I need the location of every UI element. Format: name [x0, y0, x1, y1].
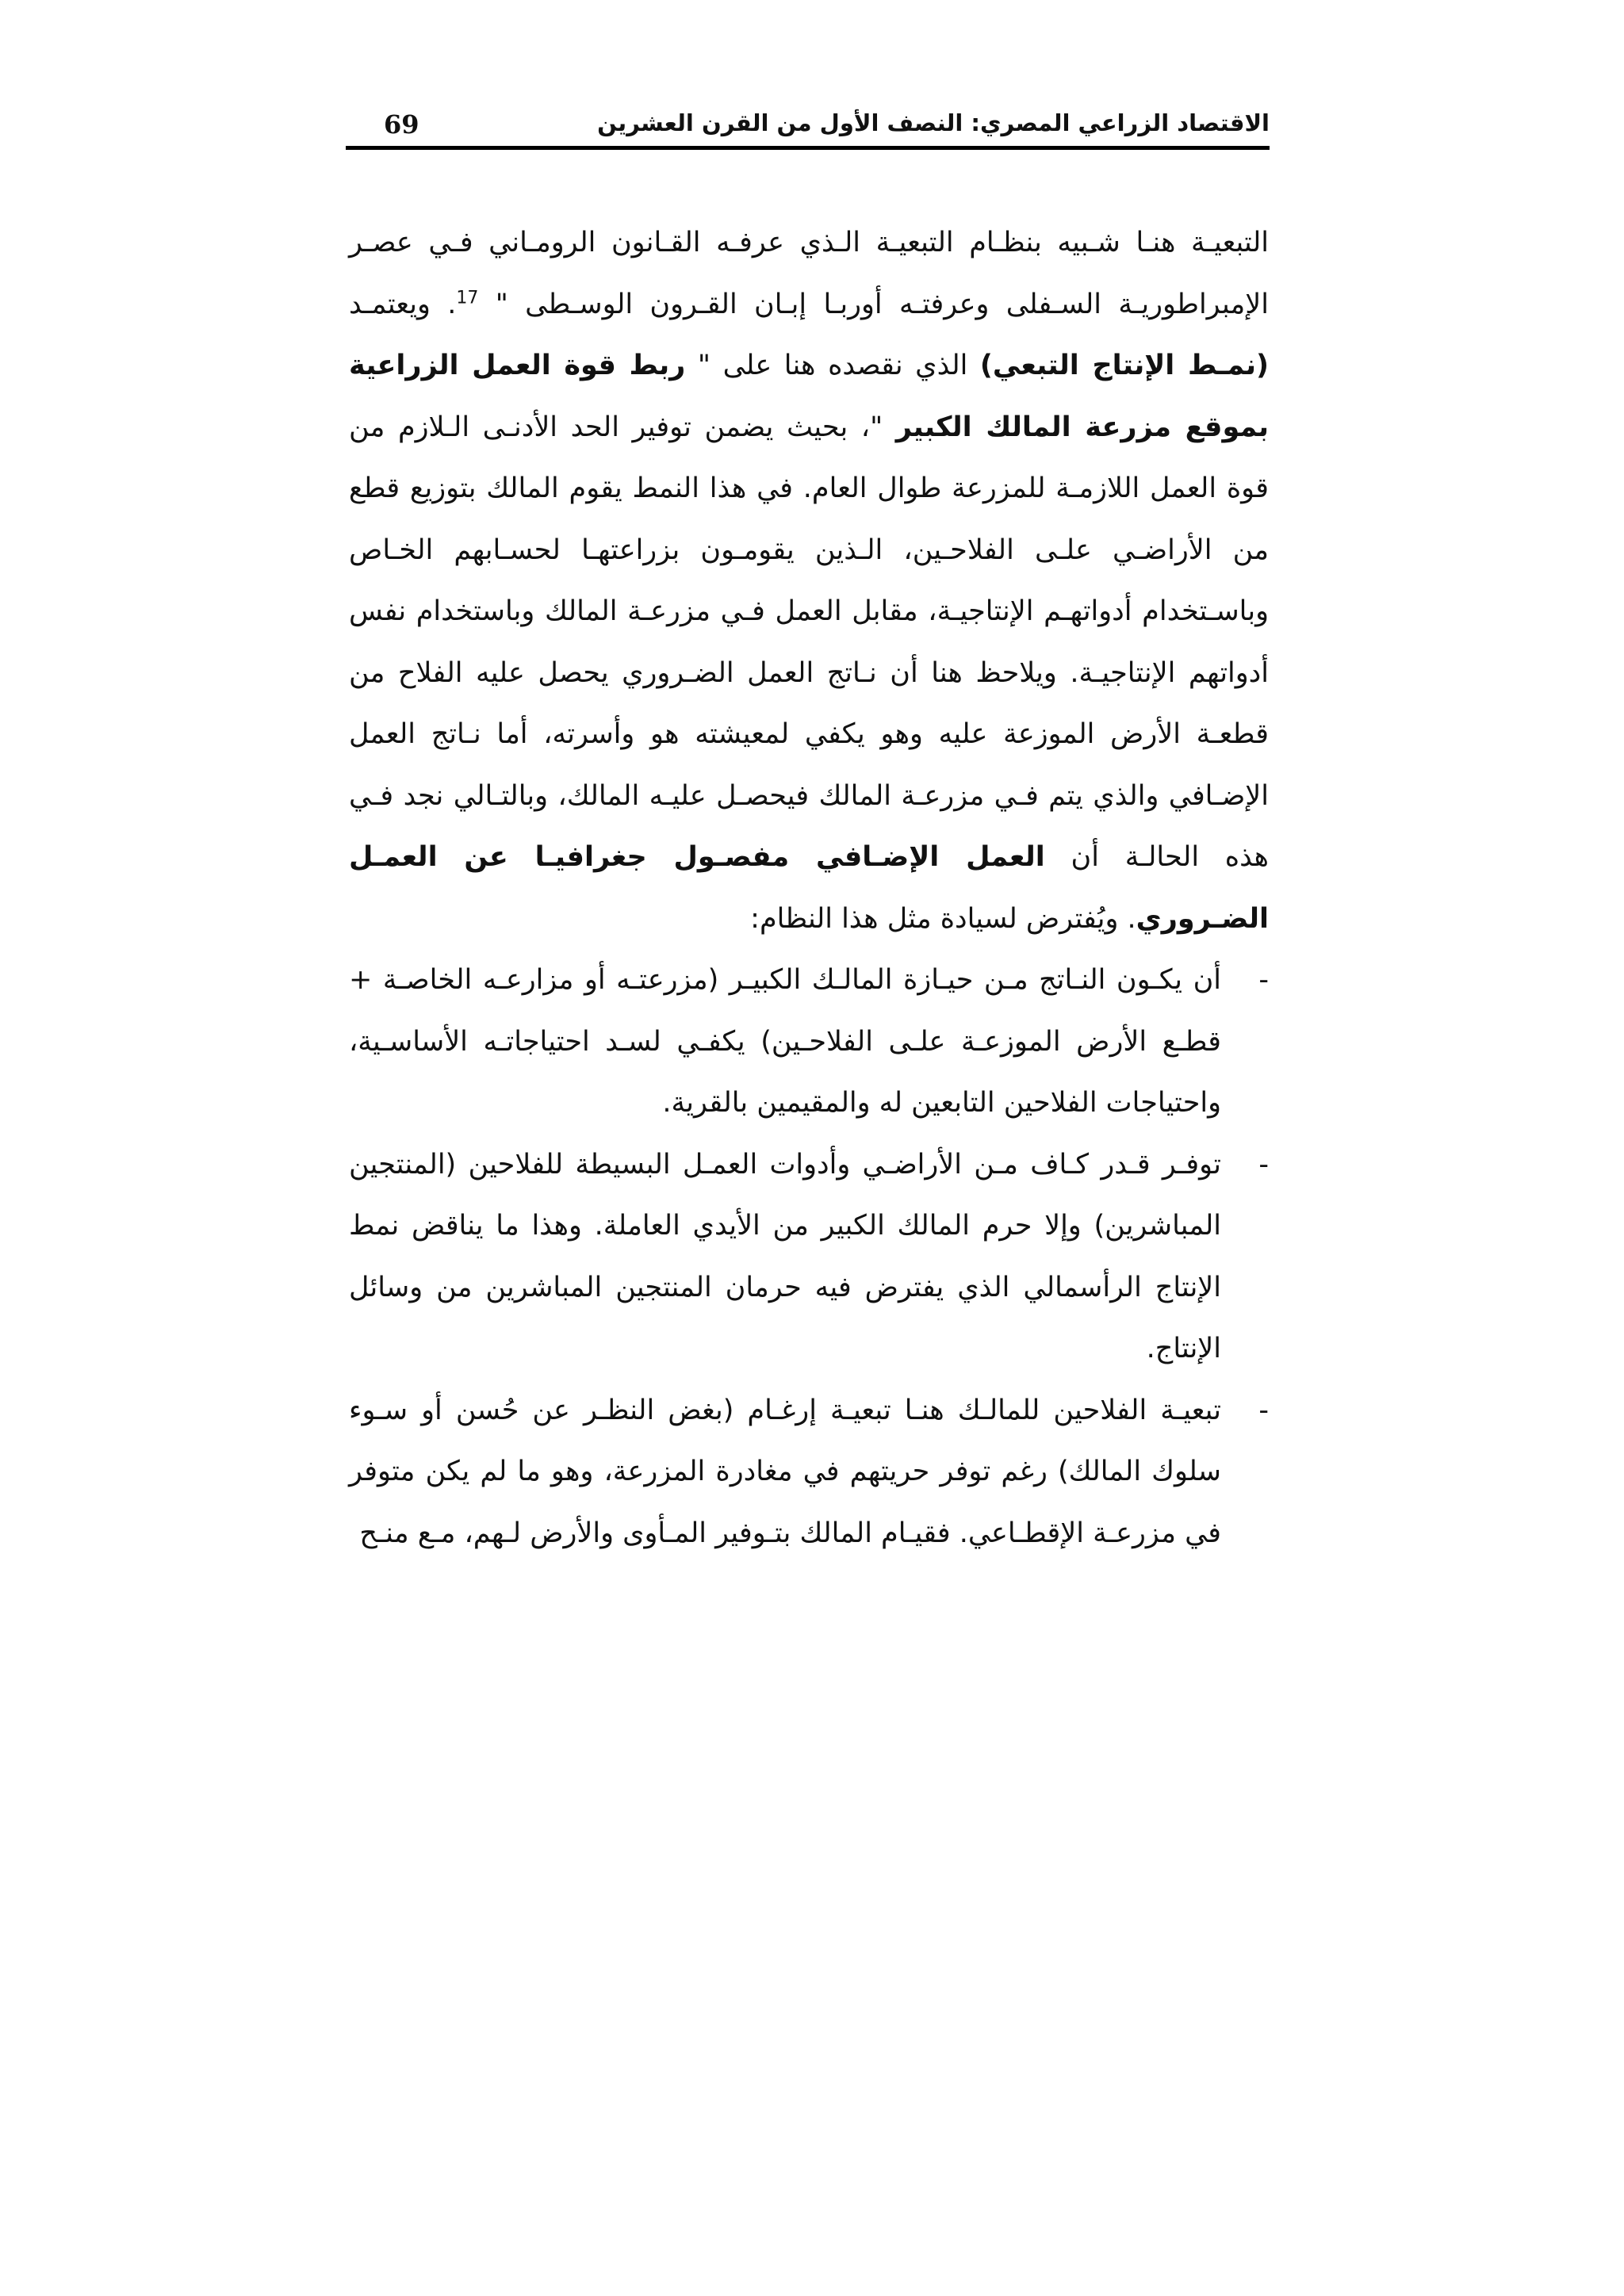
- footnote-reference[interactable]: 17: [456, 287, 479, 308]
- running-title: الاقتصاد الزراعي المصري: النصف الأول من القرن العشرين: [597, 109, 1270, 136]
- bullet-dash: -: [1258, 964, 1269, 996]
- bullet-dash: -: [1258, 1394, 1269, 1426]
- list-item-text: توفـر قـدر كـاف مـن الأراضـي وأدوات العمـل البسيطة للفلاحين (المنتجين المباشرين) وإلا حرم المالك الكبير من الأيدي العاملة. وهذا ما يناقض نمط الإنتاج الرأسمالي الذي يفترض فيه حرمان المنتجين المباشرين من وسائل الإنتاج.: [349, 1148, 1221, 1364]
- body-text: [349, 212, 1269, 1564]
- bold-term-tributary-mode: (نمـط الإنتاج التبعي): [979, 350, 1269, 381]
- running-header: [346, 101, 1270, 146]
- page-number: 69: [384, 109, 419, 140]
- list-item-text: تبعيـة الفلاحين للمالـك هنـا تبعيـة إرغـام (بغض النظـر عن حُسن أو سـوء سلوك المالك) رغم توفر حريتهم في مغادرة المزرعة، وهو ما لم يكن متوفر في مزرعـة الإقطـاعي. فقيـام المالك بتـوفير المـأوى والأرض لـهم، مـع منـح: [349, 1394, 1221, 1549]
- list-item: [349, 1135, 1269, 1380]
- paragraph-text: . ويُفترض لسيادة مثل هذا النظام:: [750, 902, 1136, 935]
- list-item: [349, 1380, 1269, 1565]
- main-paragraph: [349, 212, 1269, 950]
- bullet-dash: -: [1258, 1148, 1269, 1181]
- paragraph-text: . ويعتمـد: [349, 288, 457, 320]
- list-item-text: أن يكـون النـاتج مـن حيـازة المالـك الكبيـر (مزرعتـه أو مزارعـه الخاصـة + قطـع الأرض الموزعـة علـى الفلاحـين) يكفـي لسـد احتياجاتـه الأساسـية، واحتياجات الفلاحين التابعين له والمقيمين بالقرية.: [349, 964, 1221, 1119]
- paragraph-text: الذي نقصده هنا على ": [685, 350, 980, 381]
- bold-conclusion: العمل الإضـافي مفصـول جغرافيـا عن العمـل الضـروري: [349, 841, 1269, 935]
- header-divider: [346, 146, 1270, 150]
- paragraph-text: التبعيـة هنـا شـبيه بنظـام التبعيـة الـذي عرفـه القـانون الرومـاني فـي عصـر الإمبراطوريـة السـفلى وعرفتـه أوربـا إبـان القـرون الوسـطى ": [349, 227, 1269, 320]
- list-item: [349, 950, 1269, 1135]
- paragraph-text: "، بحيث يضمن توفير الحد الأدنـى الـلازم من قوة العمل اللازمـة للمزرعة طوال العام. في هذا النمط يقوم المالك بتوزيع قطع من الأراضـي علـى الفلاحـين، الـذين يقومـون بزراعتهـا لحسـابهم الخـاص وباسـتخدام أدواتهـم الإنتاجيـة، مقابل العمل فـي مزرعـة المالك وباستخدام نفس أدواتهم الإنتاجيـة. ويلاحظ هنا أن نـاتج العمل الضـروري يحصل عليه الفلاح من قطعـة الأرض الموزعة عليه وهو يكفي لمعيشته هو وأسرته، أما نـاتج العمل الإضـافي والذي يتم فـي مزرعـة المالك فيحصـل عليـه المالك، وبالتـالي نجد فـي هذه الحالـة أن: [349, 411, 1269, 873]
- bold-definition: ربط قوة العمل الزراعية بموقع مزرعة المالك الكبير: [349, 350, 1269, 443]
- conditions-list: [349, 950, 1269, 1564]
